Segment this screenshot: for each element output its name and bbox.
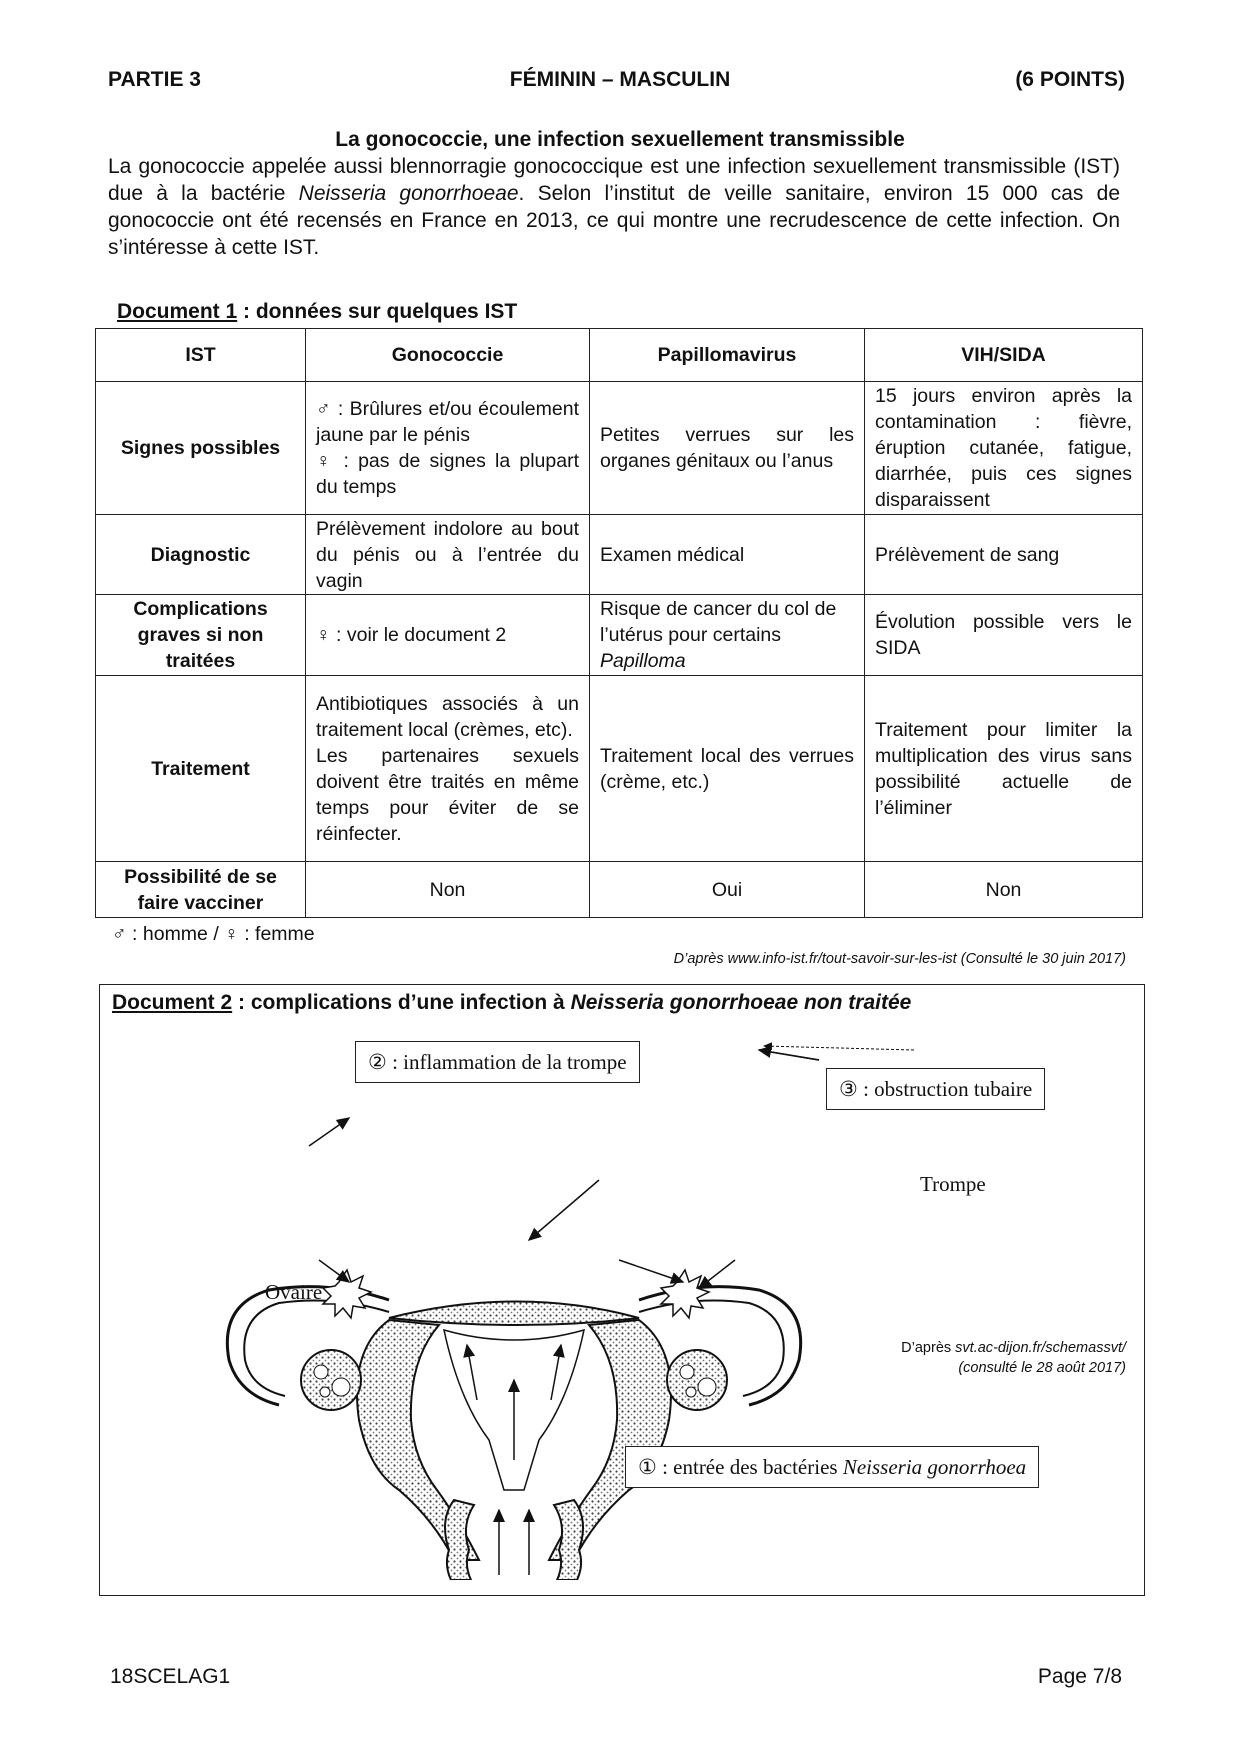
ovary-right [667, 1350, 727, 1410]
table-cell: Non [306, 862, 590, 918]
table-cell: Prélèvement indolore au bout du pénis ou à l’entrée du vagin [306, 515, 590, 595]
species-name: Neisseria gonorrhoeae [298, 182, 519, 205]
inflammation-burst-left [323, 1270, 371, 1318]
table-cell: Petites verrues sur les organes génitaux ou l’anus [590, 382, 865, 515]
uterus-fundus [389, 1302, 639, 1326]
table-header-row [96, 329, 1143, 382]
label-ovaire: Ovaire [265, 1280, 323, 1304]
callout-obstruction: ③ : obstruction tubaire [826, 1068, 1045, 1110]
points-label: (6 POINTS) [1015, 68, 1125, 91]
document2-source: D’après svt.ac-dijon.fr/schemassvt/ (consulté le 28 août 2017) [901, 1340, 1126, 1376]
table-row-traitement [96, 676, 1143, 862]
table-row-diagnostic [96, 515, 1143, 595]
row-label: Diagnostic [96, 515, 306, 595]
callout-bacteria-entry: ① : entrée des bactéries Neisseria gonorrhoea [625, 1446, 1039, 1488]
table-cell: Prélèvement de sang [865, 515, 1143, 595]
page-number: Page 7/8 [1037, 1665, 1122, 1688]
table-cell: Oui [590, 862, 865, 918]
table-cell: Antibiotiques associés à un traitement local (crèmes, etc). Les partenaires sexuels doivent être traités en même temps pour éviter de se réinfecter. [306, 676, 590, 862]
ovary-left [301, 1350, 361, 1410]
table-cell: 15 jours environ après la contamination : fièvre, éruption cutanée, fatigue, diarrhée, puis ces signes disparaissent [865, 382, 1143, 515]
label-trompe: Trompe [920, 1172, 986, 1196]
table-header-papillomavirus: Papillomavirus [590, 329, 865, 382]
table-cell: Non [865, 862, 1143, 918]
table-cell: Examen médical [590, 515, 865, 595]
row-label: Possibilité de se faire vacciner [96, 862, 306, 918]
document1-title: Document 1 : données sur quelques IST [117, 300, 518, 323]
table-header-ist: IST [96, 329, 306, 382]
topic-title: La gonococcie, une infection sexuellement transmissible [335, 128, 905, 151]
table-cell: Risque de cancer du col de l’utérus pour certains Papilloma [590, 595, 865, 676]
row-label: Complications graves si non traitées [96, 595, 306, 676]
row-label: Signes possibles [96, 382, 306, 515]
row-label: Traitement [96, 676, 306, 862]
table-header-vih: VIH/SIDA [865, 329, 1143, 382]
table-row-signes [96, 382, 1143, 515]
exam-code: 18SCELAG1 [110, 1665, 231, 1688]
table-row-complications [96, 595, 1143, 676]
document2-title: Document 2 : complications d’une infection à Neisseria gonorrhoeae non traitée [112, 991, 912, 1014]
table-row-vaccin [96, 862, 1143, 918]
ist-table [95, 328, 1143, 918]
document1-source: D’après www.info-ist.fr/tout-savoir-sur-les-ist (Consulté le 30 juin 2017) [673, 951, 1126, 967]
intro-paragraph: La gonococcie appelée aussi blennorragie gonococcique est une infection sexuellement transmissible (IST) due à la bactérie Neisseria gonorrhoeae. Selon l’institut de veille sanitaire, environ 15 000 cas de gonococcie ont été recensés en France en 2013, ce qui montre une recrudescence de cette infection. On s’intéresse à cette IST. [108, 155, 1121, 259]
table-cell: ♂ : Brûlures et/ou écoulement jaune par le pénis ♀ : pas de signes la plupart du temps [306, 382, 590, 515]
symbol-legend: ♂ : homme / ♀ : femme [112, 923, 315, 945]
table-header-gonococcie: Gonococcie [306, 329, 590, 382]
callout-inflammation: ② : inflammation de la trompe [355, 1041, 640, 1083]
table-cell: ♀ : voir le document 2 [306, 595, 590, 676]
table-cell: Traitement pour limiter la multiplication des virus sans possibilité actuelle de l’éliminer [865, 676, 1143, 862]
part-label: PARTIE 3 [108, 68, 201, 91]
section-title: FÉMININ – MASCULIN [509, 68, 731, 91]
table-cell: Évolution possible vers le SIDA [865, 595, 1143, 676]
table-cell: Traitement local des verrues (crème, etc.) [590, 676, 865, 862]
